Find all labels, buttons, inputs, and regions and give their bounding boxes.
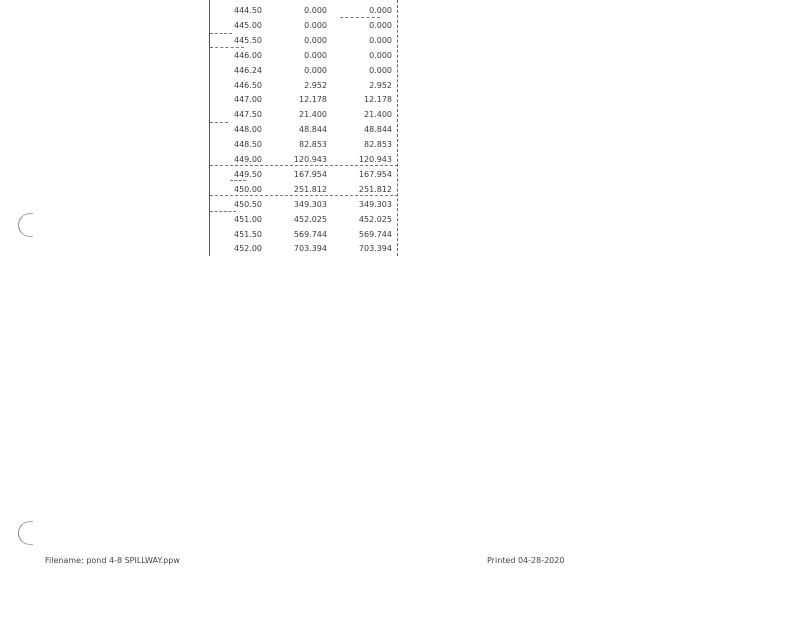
value-b-cell: 0.000 [369,35,392,45]
stage-cell: 445.50 [234,35,262,45]
value-a-cell: 167.954 [293,169,327,179]
stage-cell: 445.00 [234,20,262,30]
table-row [210,78,398,93]
value-a-cell: 349.303 [293,199,327,209]
value-a-cell: 48.844 [299,125,327,135]
value-a-cell: 251.812 [293,184,327,194]
value-a-cell: 0.000 [304,65,327,75]
value-a-cell: 21.400 [299,110,327,120]
stage-discharge-table [209,0,398,256]
footer-printed-date: Printed 04-28-2020 [487,556,565,565]
value-b-cell: 251.812 [358,184,392,194]
stage-cell: 449.50 [234,169,262,179]
value-a-cell: 0.000 [304,6,327,15]
stage-cell: 452.00 [234,244,262,254]
stage-cell: 448.00 [234,125,262,135]
value-a-cell: 2.952 [304,80,327,90]
value-b-cell: 0.000 [369,50,392,60]
table-row [210,212,398,227]
value-b-cell: 0.000 [369,65,392,75]
table-row [210,152,398,167]
value-b-cell: 12.178 [364,95,392,105]
table-row [210,122,398,137]
value-b-cell: 21.400 [364,110,392,120]
table-row [210,63,398,78]
value-b-cell: 120.943 [358,155,392,164]
value-a-cell: 120.943 [293,155,327,164]
stage-cell: 447.50 [234,110,262,120]
table-row [210,227,398,242]
stage-cell: 448.50 [234,140,262,150]
value-b-cell: 452.025 [358,214,392,224]
value-b-cell: 0.000 [369,20,392,30]
stage-cell: 446.24 [234,65,262,75]
table-row [210,241,398,256]
punch-hole-top [18,213,33,237]
value-b-cell: 48.844 [364,125,392,135]
table-row [210,137,398,152]
value-a-cell: 569.744 [293,229,327,239]
stage-cell: 450.50 [234,199,262,209]
value-a-cell: 0.000 [304,20,327,30]
value-a-cell: 0.000 [304,50,327,60]
stage-cell: 451.00 [234,214,262,224]
table-row [210,48,398,63]
table-row [210,107,398,122]
value-a-cell: 452.025 [293,214,327,224]
table-row [210,167,398,182]
stage-cell: 444.50 [234,6,262,15]
value-b-cell: 349.303 [358,199,392,209]
punch-hole-bottom [18,521,33,545]
footer-filename: Filename: pond 4-8 SPILLWAY.ppw [45,556,180,565]
table-row [210,3,398,18]
value-a-cell: 703.394 [293,244,327,254]
value-b-cell: 167.954 [358,169,392,179]
value-b-cell: 703.394 [358,244,392,254]
stage-cell: 446.50 [234,80,262,90]
value-b-cell: 0.000 [369,6,392,15]
table-row [210,182,398,197]
table-row [210,18,398,33]
value-a-cell: 82.853 [299,140,327,150]
value-b-cell: 2.952 [369,80,392,90]
stage-cell: 449.00 [234,155,262,164]
value-a-cell: 0.000 [304,35,327,45]
value-a-cell: 12.178 [299,95,327,105]
value-b-cell: 82.853 [364,140,392,150]
value-b-cell: 569.744 [358,229,392,239]
stage-cell: 451.50 [234,229,262,239]
stage-cell: 447.00 [234,95,262,105]
stage-cell: 450.00 [234,184,262,194]
table-row [210,197,398,212]
table-row [210,33,398,48]
table-row [210,92,398,107]
stage-cell: 446.00 [234,50,262,60]
